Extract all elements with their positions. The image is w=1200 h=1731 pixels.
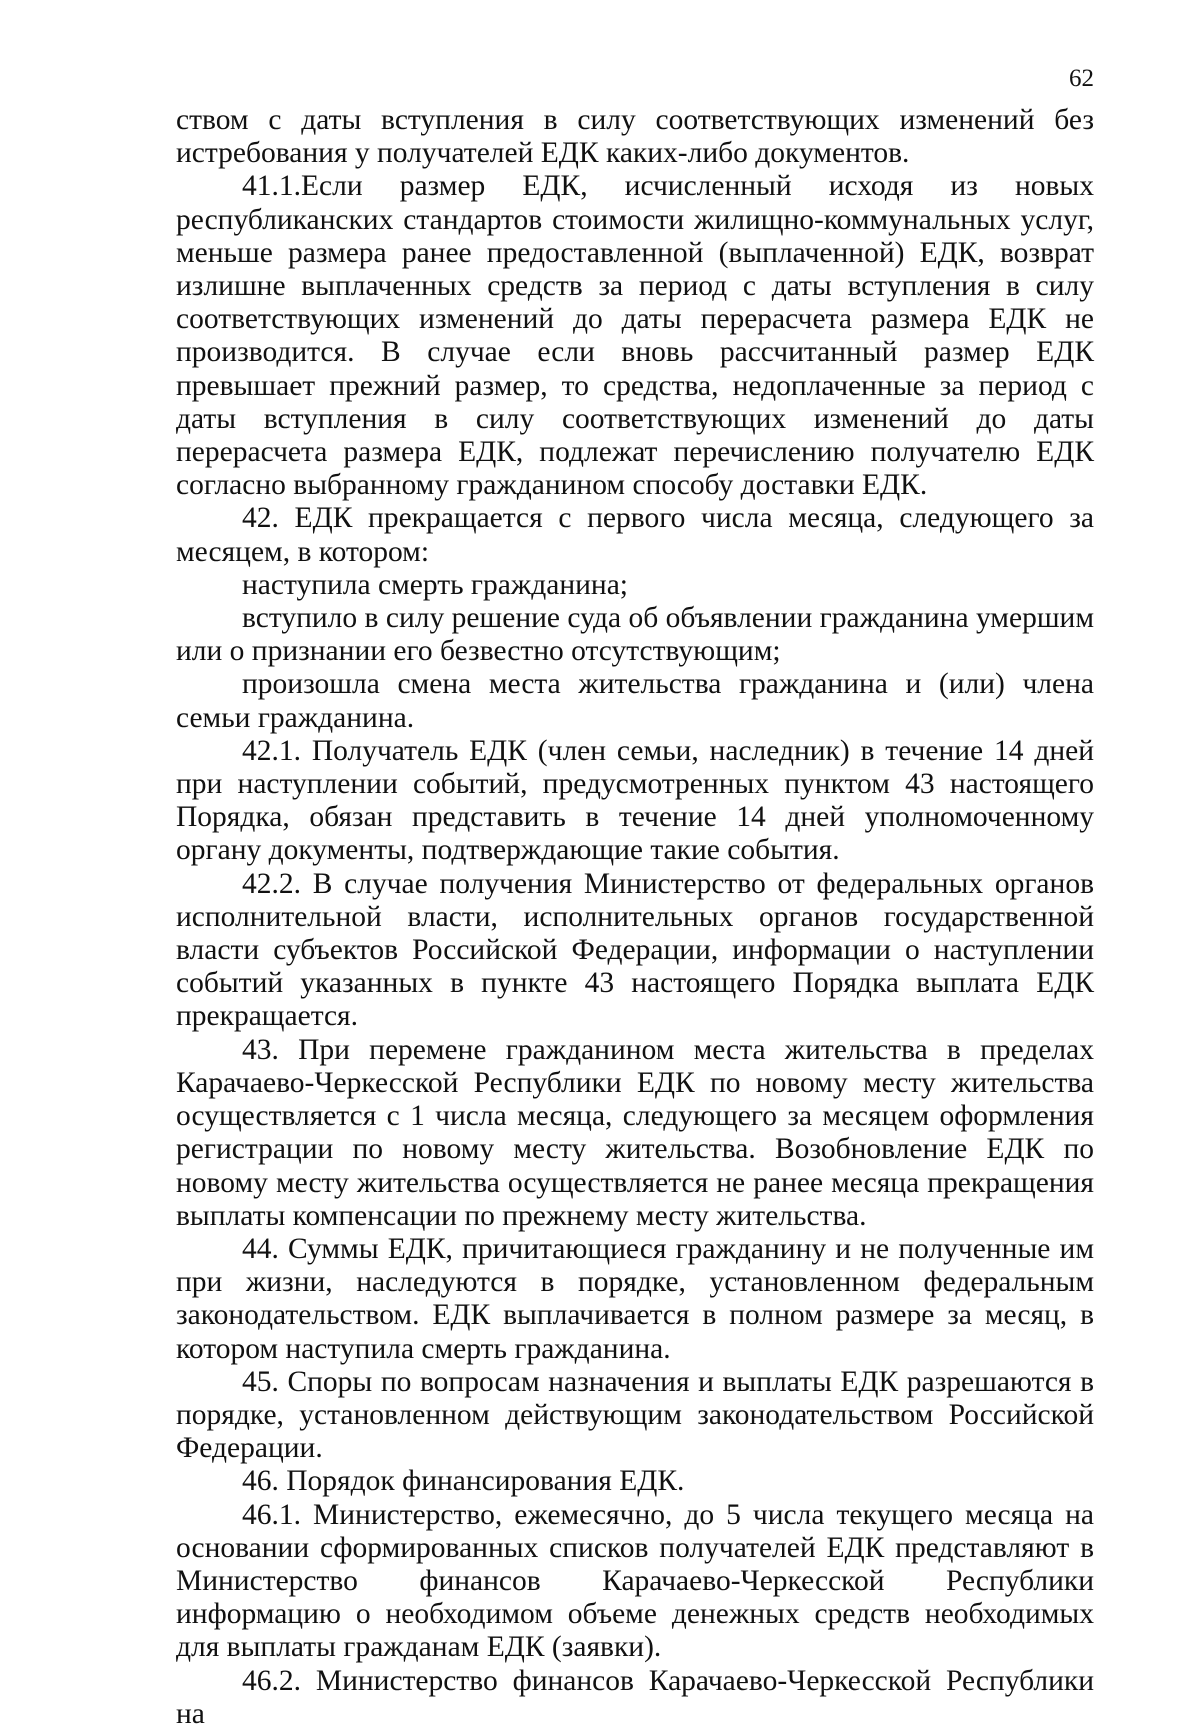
- paragraph-41-1: 41.1.Если размер ЕДК, исчисленный исходя из новых республиканских стандартов стоимости жилищно-коммунальных услуг, меньше размера ранее предоставленной (выплаченной) ЕДК, возврат излишне выплаченных средств за период с даты вступления в силу соответствующих изменений до даты перерасчета размера ЕДК не производится. В случае если вновь рассчитанный размер ЕДК превышает прежний размер, то средства, недоплаченные за период с даты вступления в силу соответствующих изменений до даты перерасчета размера ЕДК, подлежат перечислению получателю ЕДК согласно выбранному гражданином способу доставки ЕДК.: [176, 170, 1094, 502]
- paragraph-42-item-court: вступило в силу решение суда об объявлении гражданина умершим или о признании его безвестно отсутствующим;: [176, 602, 1094, 668]
- page-number: 62: [1069, 65, 1094, 92]
- paragraph-45: 45. Споры по вопросам назначения и выплаты ЕДК разрешаются в порядке, установленном действующим законодательством Российской Федерации.: [176, 1365, 1094, 1465]
- paragraph-46-1: 46.1. Министерство, ежемесячно, до 5 числа текущего месяца на основании сформированных списков получателей ЕДК представляют в Министерство финансов Карачаево-Черкесской Республики информацию о необходимом объеме денежных средств необходимых для выплаты гражданам ЕДК (заявки).: [176, 1498, 1094, 1664]
- document-body: [176, 104, 1094, 1731]
- paragraph-42-2: 42.2. В случае получения Министерство от федеральных органов исполнительной власти, исполнительных органов государственной власти субъектов Российской Федерации, информации о наступлении событий указанных в пункте 43 настоящего Порядка выплата ЕДК прекращается.: [176, 867, 1094, 1033]
- paragraph-42-item-residence: произошла смена места жительства гражданина и (или) члена семьи гражданина.: [176, 668, 1094, 734]
- paragraph-43: 43. При перемене гражданином места жительства в пределах Карачаево-Черкесской Республики ЕДК по новому месту жительства осуществляется с 1 числа месяца, следующего за месяцем оформления регистрации по новому месту жительства. Возобновление ЕДК по новому месту жительства осуществляется не ранее месяца прекращения выплаты компенсации по прежнему месту жительства.: [176, 1033, 1094, 1232]
- paragraph-44: 44. Суммы ЕДК, причитающиеся гражданину и не полученные им при жизни, наследуются в порядке, установленном федеральным законодательством. ЕДК выплачивается в полном размере за месяц, в котором наступила смерть гражданина.: [176, 1232, 1094, 1365]
- paragraph-42: 42. ЕДК прекращается с первого числа месяца, следующего за месяцем, в котором:: [176, 502, 1094, 568]
- paragraph-continuation: ством с даты вступления в силу соответствующих изменений без истребования у получателей ЕДК каких-либо документов.: [176, 104, 1094, 170]
- paragraph-46: 46. Порядок финансирования ЕДК.: [242, 1465, 685, 1498]
- paragraph-46-2: 46.2. Министерство финансов Карачаево-Черкесской Республики на: [176, 1664, 1094, 1730]
- paragraph-42-item-death: наступила смерть гражданина;: [242, 568, 629, 601]
- paragraph-42-1: 42.1. Получатель ЕДК (член семьи, наследник) в течение 14 дней при наступлении событий, предусмотренных пунктом 43 настоящего Порядка, обязан представить в течение 14 дней уполномоченному органу документы, подтверждающие такие события.: [176, 734, 1094, 867]
